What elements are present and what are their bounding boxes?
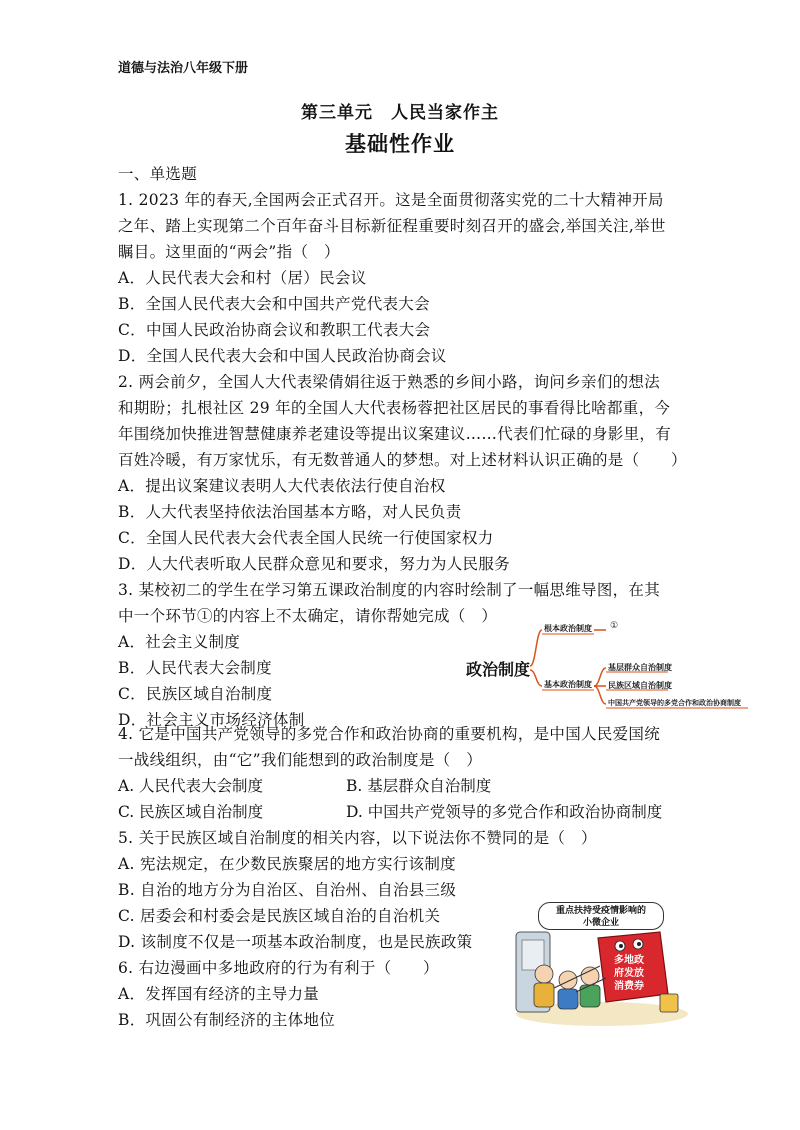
- section-heading: 一、单选题: [118, 165, 198, 183]
- cartoon-illustration: [510, 902, 690, 1027]
- mindmap-child-multiparty: 中国共产党领导的多党合作和政治协商制度: [608, 699, 741, 707]
- mindmap-child-grassroots: 基层群众自治制度: [608, 663, 672, 672]
- question-1-option-d[interactable]: D．全国人民代表大会和中国人民政治协商会议: [118, 347, 447, 365]
- question-5-option-d[interactable]: D. 该制度不仅是一项基本政治制度，也是民族政策: [118, 933, 473, 951]
- question-6-option-a[interactable]: A．发挥国有经济的主导力量: [118, 985, 320, 1003]
- mindmap-blank-1: ①: [610, 621, 619, 631]
- question-2-option-a[interactable]: A．提出议案建议表明人大代表依法行使自治权: [118, 477, 446, 495]
- question-3-line-2: 中一个环节①的内容上不太确定，请你帮她完成（ ）: [118, 607, 498, 625]
- question-6-line-1: 6. 右边漫画中多地政府的行为有利于（ ）: [118, 959, 439, 977]
- question-4-line-2: 一战线组织，由“它”我们能想到的政治制度是（ ）: [118, 751, 483, 769]
- coupon-text-line-3: 消费券: [614, 981, 644, 992]
- question-2-line-2: 和期盼；扎根社区 29 年的全国人大代表杨蓉把社区居民的事看得比啥都重，今: [118, 399, 671, 417]
- question-2-option-b[interactable]: B．人大代表坚持依法治国基本方略，对人民负责: [118, 503, 462, 521]
- question-3-option-a[interactable]: A．社会主义制度: [118, 633, 241, 651]
- question-3-line-1: 3. 某校初二的学生在学习第五课政治制度的内容时绘制了一幅思维导图，在其: [118, 581, 661, 599]
- question-1-line-3: 瞩目。这里面的“两会”指（ ）: [118, 243, 340, 261]
- book-header: 道德与法治八年级下册: [118, 61, 249, 76]
- question-4-option-a[interactable]: A. 人民代表大会制度: [118, 777, 264, 795]
- question-1-option-a[interactable]: A．人民代表大会和村（居）民会议: [118, 269, 367, 287]
- unit-title: 第三单元 人民当家作主: [301, 103, 499, 123]
- coupon-text-line-1: 多地政: [614, 955, 644, 966]
- coupon-text: [614, 954, 644, 993]
- question-4-line-1: 4. 它是中国共产党领导的多党合作和政治协商的重要机构，是中国人民爱国统: [118, 725, 661, 743]
- question-1-option-b[interactable]: B．全国人民代表大会和中国共产党代表大会: [118, 295, 430, 313]
- question-1-option-c[interactable]: C．中国人民政治协商会议和教职工代表大会: [118, 321, 431, 339]
- cartoon-caption: [538, 902, 664, 930]
- mindmap-root: 政治制度: [466, 660, 531, 679]
- question-2-line-1: 2. 两会前夕，全国人大代表梁倩娟往返于熟悉的乡间小路，询问乡亲们的想法: [118, 373, 661, 391]
- question-1-line-1: 1. 2023 年的春天,全国两会正式召开。这是全面贯彻落实党的二十大精神开局: [118, 191, 664, 209]
- question-4-option-b[interactable]: B. 基层群众自治制度: [346, 777, 492, 795]
- question-4-option-c[interactable]: C. 民族区域自治制度: [118, 803, 264, 821]
- question-2-line-3: 年围绕加快推进智慧健康养老建设等提出议案建议……代表们忙碌的身影里，有: [118, 425, 672, 443]
- question-2-option-d[interactable]: D．人大代表听取人民群众意见和要求，努力为人民服务: [118, 555, 510, 573]
- question-3-option-d[interactable]: D．社会主义市场经济体制: [118, 711, 305, 729]
- coupon-text-line-2: 府发放: [614, 968, 644, 979]
- cartoon-caption-line-1: 重点扶持受疫情影响的: [555, 906, 646, 916]
- question-5-option-a[interactable]: A. 宪法规定，在少数民族聚居的地方实行该制度: [118, 855, 456, 873]
- document-title: 基础性作业: [345, 132, 455, 156]
- question-1-line-2: 之年、踏上实现第二个百年奋斗目标新征程重要时刻召开的盛会,举国关注,举世: [118, 217, 666, 235]
- mindmap-child-regional-autonomy: 民族区域自治制度: [608, 681, 672, 690]
- question-3-option-b[interactable]: B．人民代表大会制度: [118, 659, 272, 677]
- mindmap-basic-system: 基本政治制度: [544, 680, 592, 689]
- question-4-option-d[interactable]: D. 中国共产党领导的多党合作和政治协商制度: [346, 803, 663, 821]
- question-2-option-c[interactable]: C．全国人民代表大会代表全国人民统一行使国家权力: [118, 529, 494, 547]
- mindmap-fundamental-system: 根本政治制度: [544, 624, 592, 633]
- question-6-option-b[interactable]: B．巩固公有制经济的主体地位: [118, 1011, 336, 1029]
- political-system-mindmap: [458, 618, 758, 718]
- question-5-option-b[interactable]: B. 自治的地方分为自治区、自治州、自治县三级: [118, 881, 457, 899]
- question-3-option-c[interactable]: C．民族区域自治制度: [118, 685, 273, 703]
- question-5-line-1: 5. 关于民族区域自治制度的相关内容，以下说法你不赞同的是（ ）: [118, 829, 597, 847]
- question-2-line-4: 百姓冷暖，有万家忧乐，有无数普通人的梦想。对上述材料认识正确的是（ ）: [118, 451, 687, 469]
- cartoon-caption-line-2: 小微企业: [582, 918, 619, 928]
- question-5-option-c[interactable]: C. 居委会和村委会是民族区域自治的自治机关: [118, 907, 441, 925]
